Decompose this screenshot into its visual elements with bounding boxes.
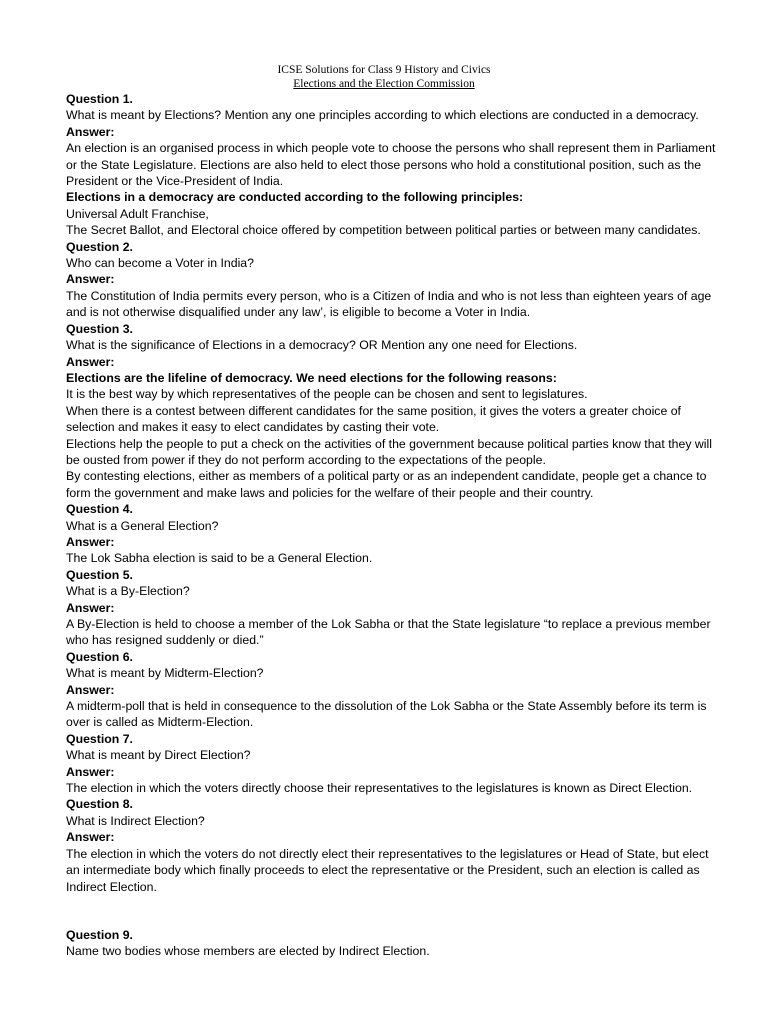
question-heading: Question 8.	[66, 797, 133, 812]
answer-label: Answer:	[66, 354, 115, 369]
answer-label: Answer:	[66, 534, 115, 549]
paragraph: Universal Adult Franchise,	[66, 206, 209, 221]
paragraph: What is Indirect Election?	[66, 813, 205, 828]
paragraph: The election in which the voters do not directly elect their representatives to the legislatures or Head of State, but elect an intermediate body which finally proceeds to elect the representative or the President, such an election is called as Indirect Election.	[66, 846, 709, 894]
paragraph: The Secret Ballot, and Electoral choice offered by competition between political parties or between many candidates.	[66, 223, 701, 238]
answer-label: Answer:	[66, 124, 115, 139]
question-heading: Question 2.	[66, 239, 133, 254]
paragraph: When there is a contest between different candidates for the same position, it gives the voters a greater choice of selection and makes it easy to elect candidates by casting their vote.	[66, 403, 681, 435]
question-heading: Question 4.	[66, 502, 133, 517]
paragraph: What is meant by Elections? Mention any one principles according to which elections are conducted in a democracy.	[66, 108, 699, 123]
paragraph: It is the best way by which representatives of the people can be chosen and sent to legislatures.	[66, 387, 588, 402]
paragraph: Name two bodies whose members are elected by Indirect Election.	[66, 944, 430, 959]
answer-label: Answer:	[66, 272, 115, 287]
bold-paragraph: Elections are the lifeline of democracy. We need elections for the following reasons:	[66, 370, 557, 385]
paragraph: The Constitution of India permits every person, who is a Citizen of India and who is not less than eighteen years of age and is not otherwise disqualified under any law’, is eligible to become a Voter in India.	[66, 288, 712, 320]
paragraph: An election is an organised process in which people vote to choose the persons who shall represent them in Parliament or the State Legislature. Elections are also held to elect those persons who hold a constitutional position, such as the President or the Vice-President of India.	[66, 141, 716, 189]
answer-label: Answer:	[66, 830, 115, 845]
question-heading: Question 7.	[66, 731, 133, 746]
paragraph: Elections help the people to put a check on the activities of the government because political parties know that they will be ousted from power if they do not perform according to the expectations of the people.	[66, 436, 712, 467]
question-heading: Question 5.	[66, 567, 133, 582]
document-subtitle: Elections and the Election Commission	[293, 78, 475, 90]
paragraph: By contesting elections, either as members of a political party or as an independent candidate, people get a chance to form the government and make laws and policies for the welfare of their people and their country.	[66, 469, 707, 500]
question-heading: Question 1.	[66, 92, 133, 106]
question-heading: Question 3.	[66, 321, 133, 336]
paragraph: What is a General Election?	[66, 518, 219, 533]
document-body	[66, 91, 716, 960]
paragraph: The Lok Sabha election is said to be a General Election.	[66, 551, 373, 566]
answer-label: Answer:	[66, 600, 115, 615]
paragraph: A By-Election is held to choose a member of the Lok Sabha or that the State legislature “to replace a previous member who has resigned suddenly or died.”	[66, 617, 711, 648]
paragraph: A midterm-poll that is held in consequence to the dissolution of the Lok Sabha or the State Assembly before its term is over is called as Midterm-Election.	[66, 699, 707, 730]
question-heading: Question 6.	[66, 649, 133, 664]
answer-label: Answer:	[66, 682, 115, 697]
document-title: ICSE Solutions for Class 9 History and Civics	[277, 64, 491, 76]
paragraph: What is a By-Election?	[66, 584, 190, 599]
paragraph: What is meant by Midterm-Election?	[66, 666, 264, 681]
answer-label: Answer:	[66, 764, 115, 779]
paragraph: What is meant by Direct Election?	[66, 748, 251, 763]
document-header	[0, 63, 768, 91]
blank-spacer	[66, 895, 716, 927]
bold-paragraph: Elections in a democracy are conducted according to the following principles:	[66, 190, 524, 205]
paragraph: Who can become a Voter in India?	[66, 256, 254, 271]
paragraph: What is the significance of Elections in a democracy? OR Mention any one need for Elections.	[66, 338, 578, 353]
paragraph: The election in which the voters directly choose their representatives to the legislatures is known as Direct Election.	[66, 781, 693, 796]
question-heading: Question 9.	[66, 927, 133, 942]
